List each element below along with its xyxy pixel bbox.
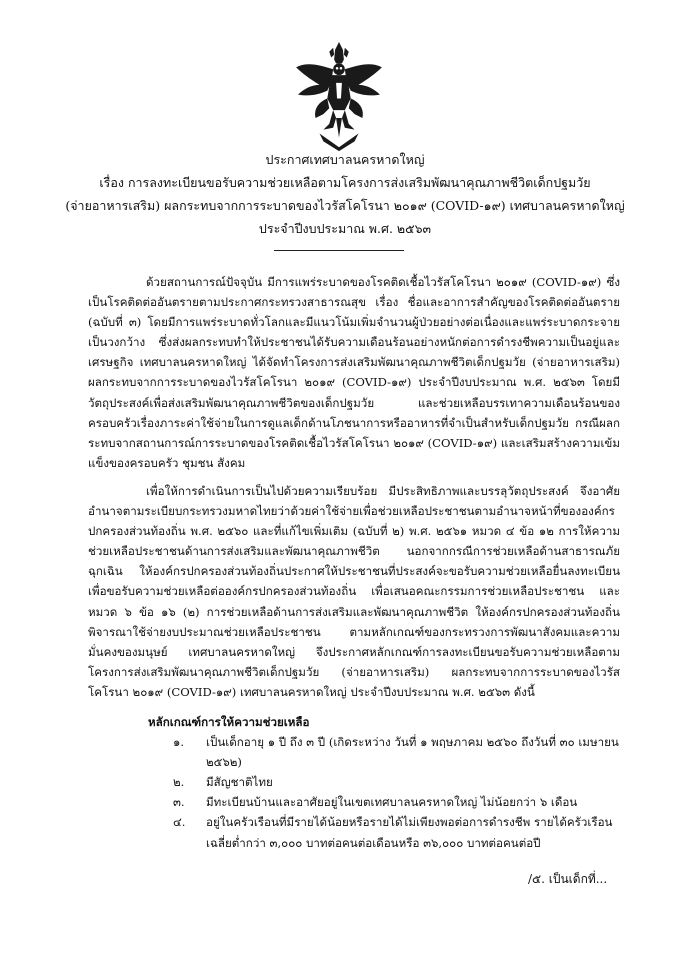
criteria-item	[88, 732, 620, 772]
criteria-heading: หลักเกณฑ์การให้ความช่วยเหลือ	[148, 714, 310, 729]
garuda-emblem-icon	[290, 40, 388, 155]
criteria-list	[88, 732, 620, 853]
criteria-number: ๔.	[173, 815, 186, 830]
criteria-number: ๓.	[173, 795, 185, 810]
announcement-body	[88, 272, 620, 853]
criteria-text: มีสัญชาติไทย	[206, 775, 273, 790]
criteria-text: อยู่ในครัวเรือนที่มีรายได้น้อยหรือรายได้ไม่เพียงพอต่อการดำรงชีพ รายได้ครัวเรือนเฉลี่ยต่ำกว่า ๓,๐๐๐ บาทต่อคนต่อเดือนหรือ ๓๖,๐๐๐ บาทต่อคนต่อปี	[206, 815, 613, 850]
announcement-issuer: ประกาศเทศบาลนครหาดใหญ่	[265, 152, 425, 167]
announcement-subject-cont: (จ่ายอาหารเสริม) ผลกระทบจากการระบาดของไวรัสโคโรนา ๒๐๑๙ (COVID-๑๙) เทศบาลนครหาดใหญ่	[65, 198, 625, 213]
criteria-number: ๒.	[173, 775, 185, 790]
criteria-item	[88, 812, 620, 852]
header-divider	[274, 250, 404, 251]
paragraph-background: ด้วยสถานการณ์ปัจจุบัน มีการแพร่ระบาดของโรคติดเชื้อไวรัสโคโรนา ๒๐๑๙ (COVID-๑๙) ซึ่งเป็นโรคติดต่ออันตรายตามประกาศกระทรวงสาธารณสุข เรื่อง ชื่อและอาการสำคัญของโรคติดต่ออันตราย (ฉบับที่ ๓) โดยมีการแพร่ระบาดทั่วโลกและมีแนวโน้มเพิ่มจำนวนผู้ป่วยอย่างต่อเนื่องและแพร่ระบาดกระจายเป็นวงกว้าง ซึ่งส่งผลกระทบทำให้ประชาชนได้รับความเดือนร้อนอย่างหนักต่อการดำรงชีพความเป็นอยู่และเศรษฐกิจ เทศบาลนครหาดใหญ่ ได้จัดทำโครงการส่งเสริมพัฒนาคุณภาพชีวิตเด็กปฐมวัย (จ่ายอาหารเสริม) ผลกระทบจากการระบาดของไวรัสโคโรนา ๒๐๑๙ (COVID-๑๙) ประจำปีงบประมาณ พ.ศ. ๒๕๖๓ โดยมีวัตถุประสงค์เพื่อส่งเสริมพัฒนาคุณภาพชีวิตของเด็กปฐมวัย และช่วยเหลือบรรเทาความเดือนร้อนของครอบครัวเรื่องภาระค่าใช้จ่ายในการดูแลเด็กด้านโภชนาการหรืออาหารที่จำเป็นสำหรับเด็กปฐมวัย กรณีผลกระทบจากสถานการณ์การระบาดของโรคติดเชื้อไวรัสโคโรนา ๒๐๑๙ (COVID-๑๙) และเสริมสร้างความเข้มแข็งของครอบครัว ชุมชน สังคม	[88, 275, 620, 470]
criteria-item	[88, 792, 620, 812]
paragraph-authority: เพื่อให้การดำเนินการเป็นไปด้วยความเรียบร้อย มีประสิทธิภาพและบรรลุวัตถุประสงค์ จึงอาศัยอำนาจตามระเบียบกระทรวงมหาดไทยว่าด้วยค่าใช้จ่ายเพื่อช่วยเหลือประชาชนตามอำนาจหน้าที่ขององค์กรปกครองส่วนท้องถิ่น พ.ศ. ๒๕๖๐ และที่แก้ไขเพิ่มเติม (ฉบับที่ ๒) พ.ศ. ๒๕๖๑ หมวด ๔ ข้อ ๑๒ การให้ความช่วยเหลือประชาชนด้านการส่งเสริมและพัฒนาคุณภาพชีวิต นอกจากกรณีการช่วยเหลือด้านสาธารณภัยฉุกเฉิน ให้องค์กรปกครองส่วนท้องถิ่นประกาศให้ประชาชนที่ประสงค์จะขอรับความช่วยเหลือยื่นลงทะเบียนเพื่อขอรับความช่วยเหลือต่อองค์กรปกครองส่วนท้องถิ่น เพื่อเสนอคณะกรรมการช่วยเหลือประชาชน และหมวด ๖ ข้อ ๑๖ (๒) การช่วยเหลือด้านการส่งเสริมและพัฒนาคุณภาพชีวิต ให้องค์กรปกครองส่วนท้องถิ่นพิจารณาใช้จ่ายงบประมาณช่วยเหลือประชาชน ตามหลักเกณฑ์ของกระทรวงการพัฒนาสังคมและความมั่นคงของมนุษย์ เทศบาลนครหาดใหญ่ จึงประกาศหลักเกณฑ์การลงทะเบียนขอรับความช่วยเหลือตามโครงการส่งเสริมพัฒนาคุณภาพชีวิตเด็กปฐมวัย (จ่ายอาหารเสริม) ผลกระทบจากการระบาดของไวรัสโคโรนา ๒๐๑๙ (COVID-๑๙) เทศบาลนครหาดใหญ่ ประจำปีงบประมาณ พ.ศ. ๒๕๖๓ ดังนี้	[88, 483, 620, 699]
announcement-subject: เรื่อง การลงทะเบียนขอรับความช่วยเหลือตามโครงการส่งเสริมพัฒนาคุณภาพชีวิตเด็กปฐมวัย	[99, 175, 591, 190]
continuation-note: /๕. เป็นเด็กที่...	[528, 872, 608, 886]
criteria-number: ๑.	[173, 735, 185, 750]
criteria-text: มีทะเบียนบ้านและอาศัยอยู่ในเขตเทศบาลนครหาดใหญ่ ไม่น้อยกว่า ๖ เดือน	[206, 795, 578, 810]
announcement-fiscal-year: ประจำปีงบประมาณ พ.ศ. ๒๕๖๓	[258, 221, 432, 236]
announcement-header	[60, 148, 630, 240]
criteria-item	[88, 772, 620, 792]
criteria-text: เป็นเด็กอายุ ๑ ปี ถึง ๓ ปี (เกิดระหว่าง วันที่ ๑ พฤษภาคม ๒๕๖๐ ถึงวันที่ ๓๐ เมษายน ๒๕๖๒)	[206, 735, 619, 770]
